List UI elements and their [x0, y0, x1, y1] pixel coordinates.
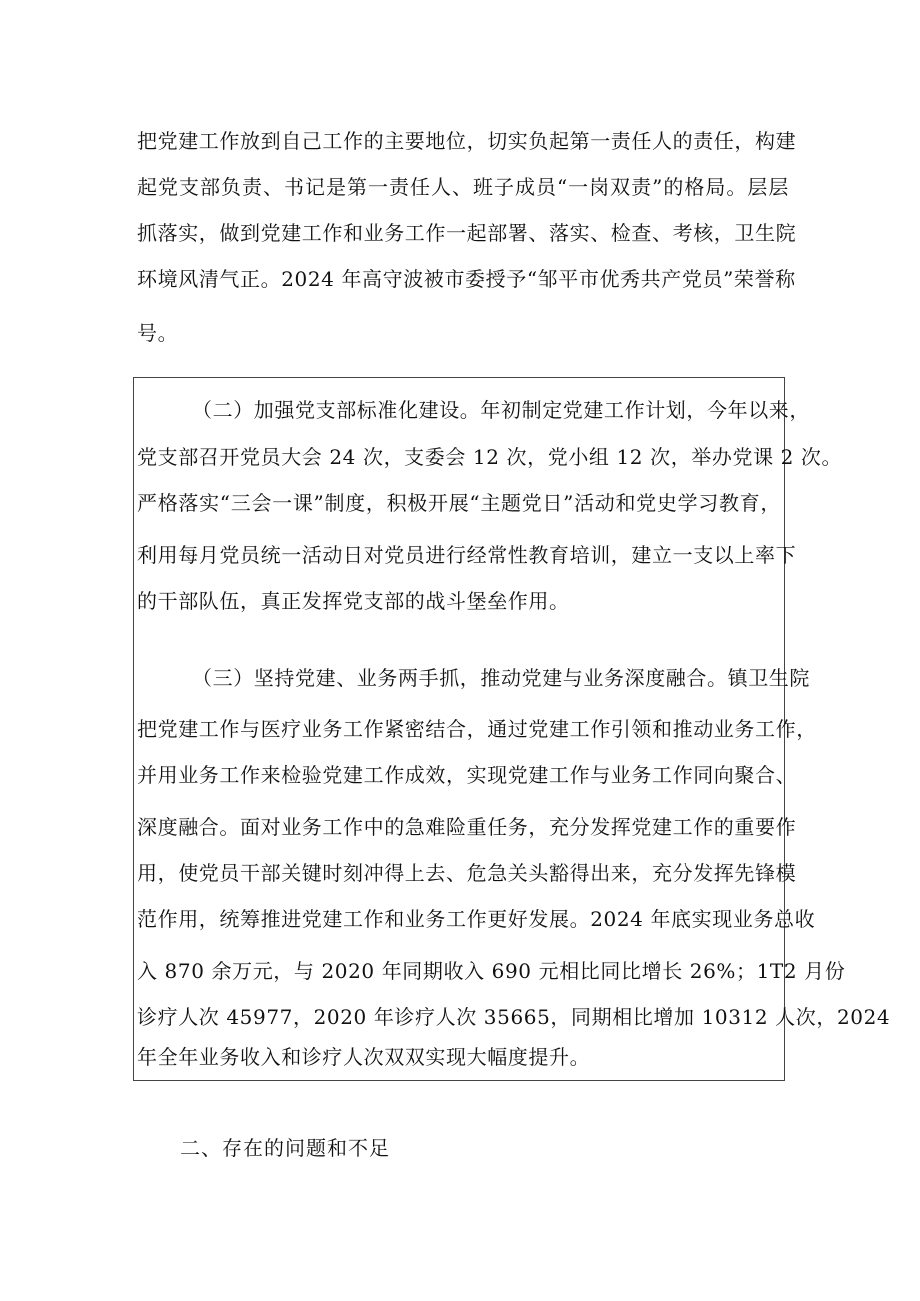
section-3-line: 年全年业务收入和诊疗人次双双实现大幅度提升。 [137, 1045, 591, 1069]
section-2-line: 严格落实“三会一课”制度，积极开展“主题党日”活动和党史学习教育， [137, 491, 781, 515]
bordered-content-box [133, 377, 891, 1081]
section-3-line: 并用业务工作来检验党建工作成效，实现党建工作与业务工作同向聚合、 [137, 763, 797, 787]
section-2-line: （二）加强党支部标准化建设。年初制定党建工作计划，今年以来， [192, 398, 810, 422]
section-3-line: 把党建工作与医疗业务工作紧密结合，通过党建工作引领和推动业务工作， [137, 717, 817, 741]
intro-line: 把党建工作放到自己工作的主要地位，切实负起第一责任人的责任，构建 [137, 129, 797, 153]
intro-line: 起党支部负责、书记是第一责任人、班子成员“一岗双责”的格局。层层 [137, 175, 789, 199]
section-3-line: 入 870 余万元，与 2020 年同期收入 690 元相比同比增长 26%；1T2 月份 [137, 959, 846, 983]
intro-line: 抓落实，做到党建工作和业务工作一起部署、落实、检查、考核，卫生院 [137, 221, 797, 245]
section-2-line: 的干部队伍，真正发挥党支部的战斗堡垒作用。 [137, 589, 570, 613]
intro-line: 环境风清气正。2024 年高守波被市委授予“邹平市优秀共产党员”荣誉称 [137, 267, 796, 291]
section-3-line: （三）坚持党建、业务两手抓，推动党建与业务深度融合。镇卫生院 [192, 666, 810, 690]
section-3-line: 范作用，统筹推进党建工作和业务工作更好发展。2024 年底实现业务总收 [137, 907, 816, 931]
section-3-line: 诊疗人次 45977，2020 年诊疗人次 35665，同期相比增加 10312 人次，2024 [137, 1005, 891, 1029]
section-3-line: 用，使党员干部关键时刻冲得上去、危急关头豁得出来，充分发挥先锋模 [137, 861, 797, 885]
section-3-line: 深度融合。面对业务工作中的急难险重任务，充分发挥党建工作的重要作 [137, 815, 797, 839]
intro-line: 号。 [137, 321, 179, 345]
section-2-line: 党支部召开党员大会 24 次，支委会 12 次，党小组 12 次，举办党课 2 次。 [137, 445, 843, 469]
section-2-line: 利用每月党员统一活动日对党员进行经常性教育培训，建立一支以上率下 [137, 543, 797, 567]
section-heading: 二、存在的问题和不足 [180, 1136, 390, 1160]
